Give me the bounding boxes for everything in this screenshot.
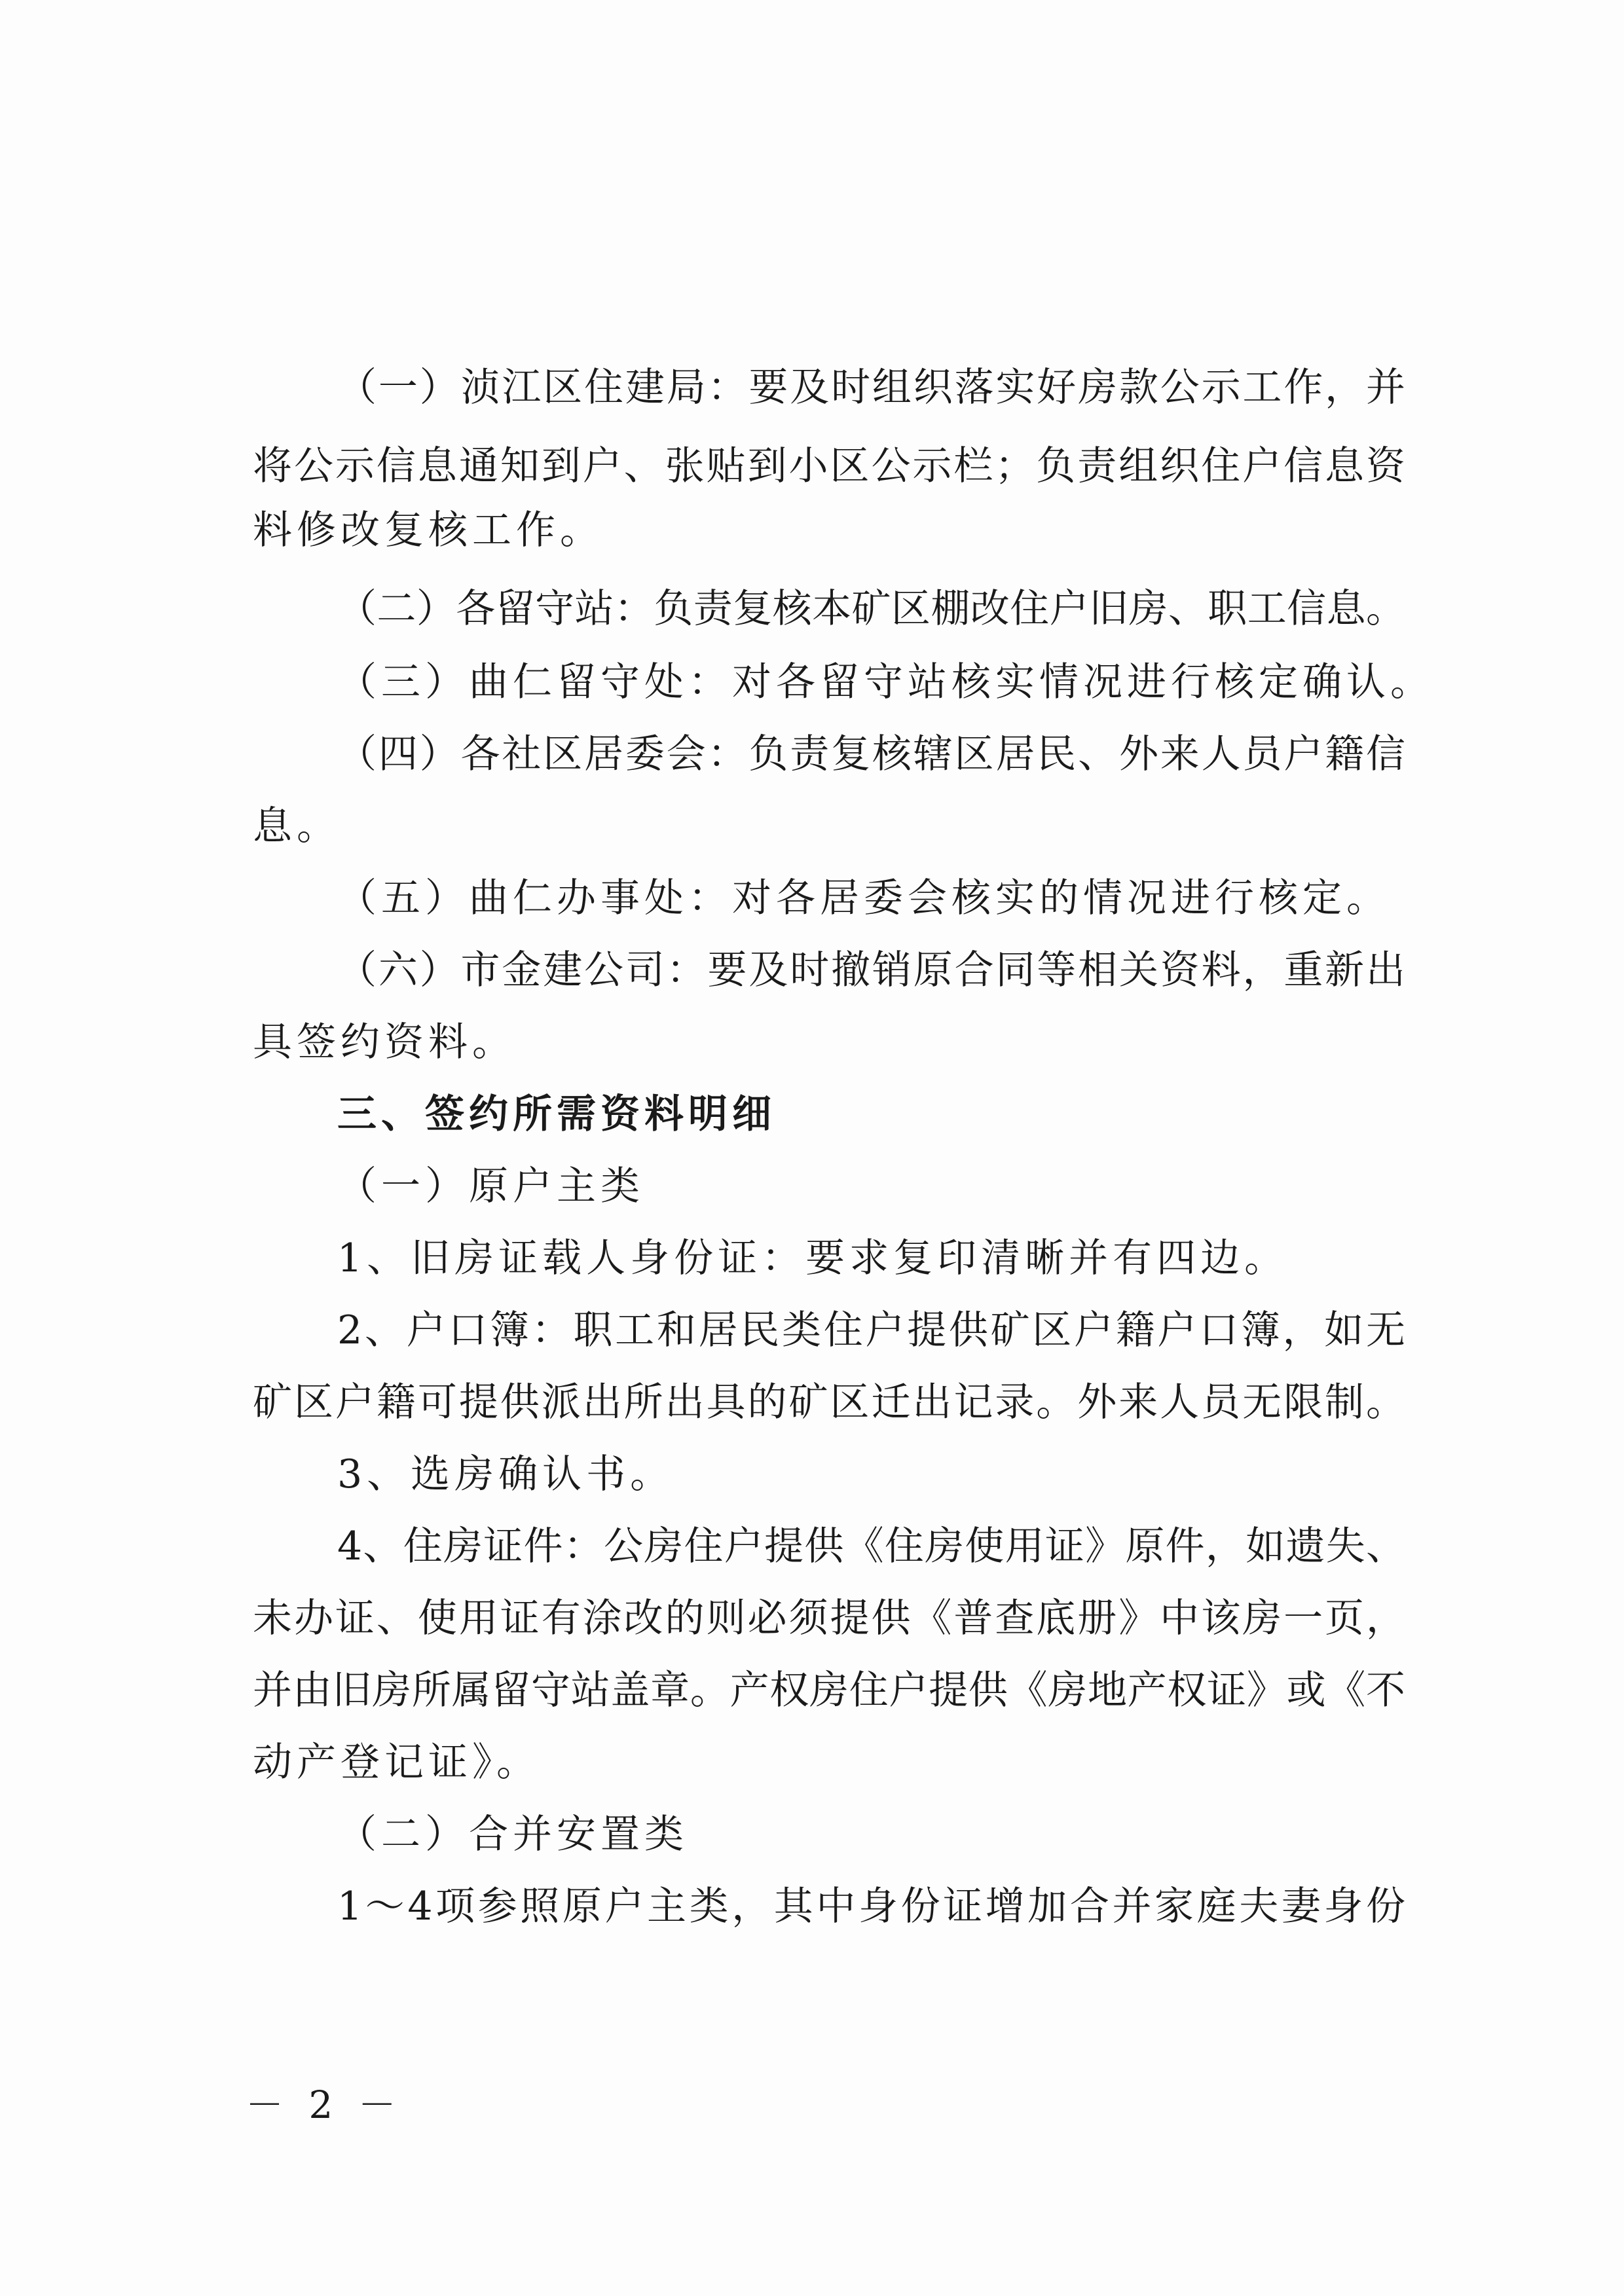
list-item: 1、旧房证载人身份证：要求复印清晰并有四边。: [337, 1235, 1289, 1281]
paragraph-line: （六）市金建公司：要及时撤销原合同等相关资料，重新出: [337, 947, 1405, 993]
paragraph-line: 矿区户籍可提供派出所出具的矿区迁出记录。外来人员无限制。: [253, 1379, 1405, 1425]
page-number: － 2 －: [246, 2083, 403, 2127]
paragraph-line: （五）曲仁办事处：对各居委会核实的情况进行核定。: [337, 875, 1390, 921]
paragraph-line: （一）浈江区住建局：要及时组织落实好房款公示工作，并: [337, 365, 1405, 410]
list-item: 2、户口簿：职工和居民类住户提供矿区户籍户口簿，如无: [337, 1307, 1405, 1353]
subsection-heading: （二）合并安置类: [337, 1812, 688, 1857]
list-item: 3、选房确认书。: [337, 1451, 674, 1497]
paragraph-line: （二）各留守站：负责复核本矿区棚改住户旧房、职工信息。: [337, 586, 1405, 632]
paragraph-line: （三）曲仁留守处：对各留守站核实情况进行核定确认。: [337, 659, 1434, 705]
section-heading: 三、签约所需资料明细: [337, 1091, 776, 1137]
list-item: 4、住房证件：公房住户提供《住房使用证》原件，如遗失、: [337, 1523, 1405, 1569]
paragraph-line: 并由旧房所属留守站盖章。产权房住户提供《房地产权证》或《不: [253, 1667, 1405, 1713]
paragraph-line: 具签约资料。: [253, 1019, 516, 1065]
paragraph-line: 动产登记证》。: [253, 1740, 540, 1785]
paragraph-line: 未办证、使用证有涂改的则必须提供《普查底册》中该房一页，: [253, 1595, 1405, 1641]
list-item: 1～4项参照原户主类，其中身份证增加合并家庭夫妻身份: [337, 1884, 1405, 1929]
paragraph-line: 将公示信息通知到户、张贴到小区公示栏；负责组织住户信息资: [253, 443, 1405, 489]
subsection-heading: （一）原户主类: [337, 1163, 644, 1209]
paragraph-line: （四）各社区居委会：负责复核辖区居民、外来人员户籍信: [337, 731, 1405, 777]
paragraph-line: 料修改复核工作。: [253, 507, 604, 553]
paragraph-line: 息。: [253, 803, 341, 849]
